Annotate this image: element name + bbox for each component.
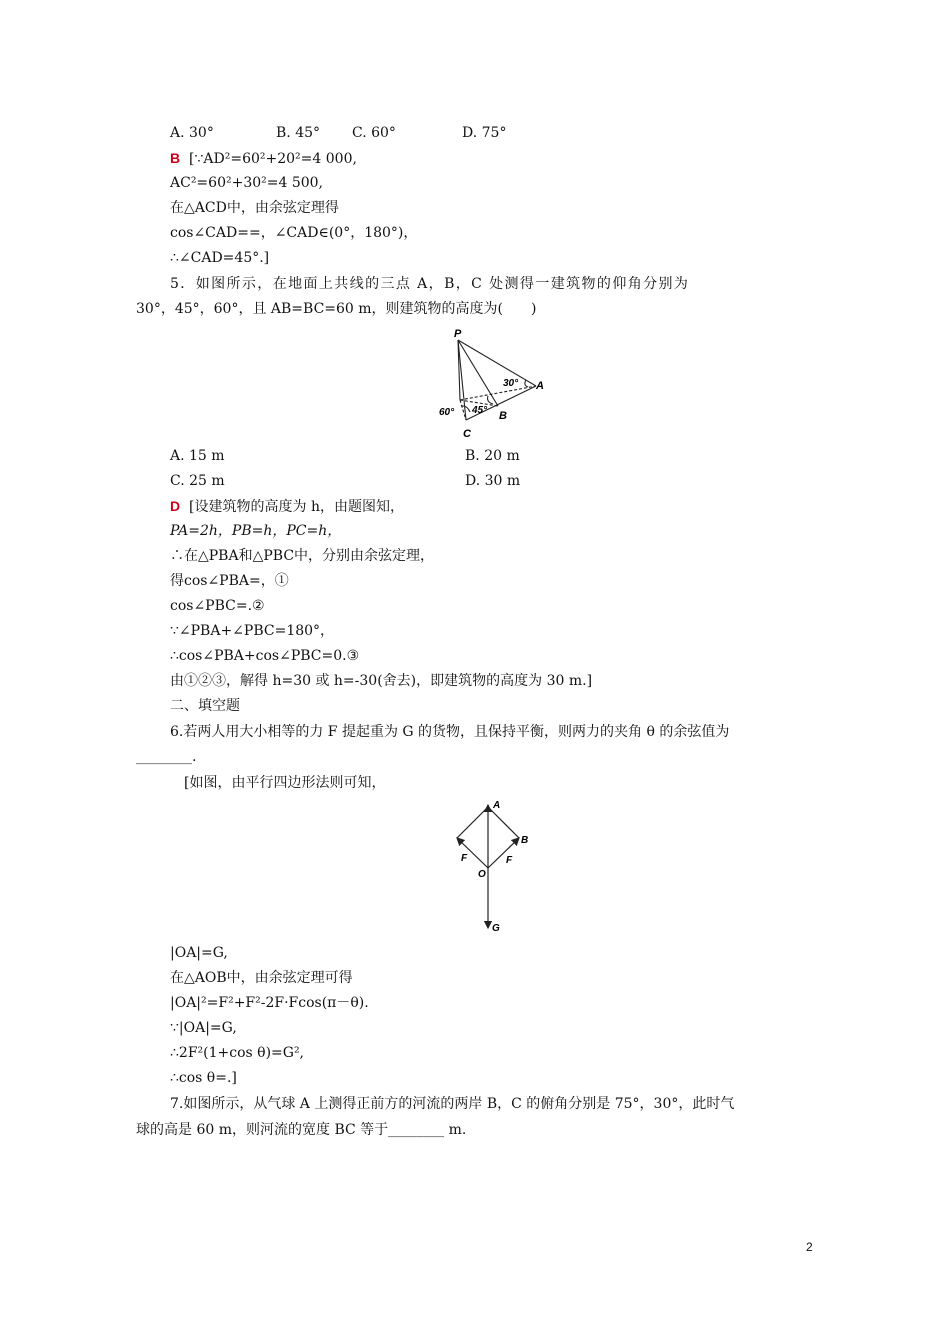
q5-answer: D <box>170 498 181 514</box>
q5-pyramid-figure <box>430 326 560 442</box>
q6-solution-line6: ∴2F²(1+cos θ)=G², <box>170 1045 305 1061</box>
q5-solution-line6: ∵∠PBA+∠PBC=180°， <box>170 623 335 639</box>
q4-option-d: D. 75° <box>462 125 507 141</box>
section-heading-fill-in: 二、填空题 <box>170 698 240 714</box>
q6-solution-line5: ∵|OA|=G, <box>170 1020 237 1036</box>
q5-solution-line8: 由①②③，解得 h=30 或 h=-30(舍去)，即建筑物的高度为 30 m.] <box>170 673 593 689</box>
q6-solution-line1: [如图，由平行四边形法则可知， <box>184 775 386 791</box>
q5-angle-30: 30° <box>503 378 519 389</box>
q6-label-b: B <box>521 835 529 846</box>
q5-solution-line3: ∴在△PBA和△PBC中，分别由余弦定理， <box>170 548 435 564</box>
q6-label-a: A <box>493 800 501 811</box>
q5-solution-line7: ∴cos∠PBA+cos∠PBC=0.③ <box>170 648 360 664</box>
q5-option-d: D. 30 m <box>465 473 521 489</box>
q5-option-b: B. 20 m <box>465 448 520 464</box>
q6-solution-line7: ∴cos θ=.] <box>170 1070 237 1086</box>
q6-stem-line1: 6.若两人用大小相等的力 F 提起重为 G 的货物，且保持平衡，则两力的夹角 θ 的余弦值为 <box>170 724 730 740</box>
q6-label-f-left: F <box>461 853 468 864</box>
q4-solution-line1: B [∵AD²=60²+20²=4 000, <box>170 150 357 167</box>
q5-option-a: A. 15 m <box>170 448 225 464</box>
q4-solution-line5: ∴∠CAD=45°.] <box>170 250 270 266</box>
q6-label-o: O <box>478 869 486 880</box>
q5-option-c: C. 25 m <box>170 473 225 489</box>
q5-stem-line1: 5．如图所示，在地面上共线的三点 A，B，C 处测得一建筑物的仰角分别为 <box>170 276 690 292</box>
q4-answer: B <box>170 150 181 166</box>
q5-solution-line1: D [设建筑物的高度为 h，由题图知， <box>170 498 404 515</box>
q5-label-b: B <box>499 410 507 422</box>
q7-stem-line2: 球的高是 60 m，则河流的宽度 BC 等于________ m. <box>136 1122 467 1138</box>
q4-solution-line2: AC²=60²+30²=4 500, <box>170 175 324 191</box>
q6-solution-line4: |OA|²=F²+F²-2F·Fcos(π－θ). <box>170 995 369 1011</box>
q5-angle-45: 45° <box>472 405 488 416</box>
q5-solution-line2: PA=2h，PB=h，PC=h， <box>170 523 342 539</box>
q6-label-f-right: F <box>506 855 513 866</box>
q5-solution-line5: cos∠PBC=.② <box>170 598 265 614</box>
q5-stem-line2: 30°，45°，60°，且 AB=BC=60 m，则建筑物的高度为( ) <box>136 301 537 317</box>
q5-angle-60: 60° <box>439 407 455 418</box>
q4-option-b: B. 45° <box>276 125 321 141</box>
q6-stem-line2: ________. <box>136 749 197 765</box>
q5-label-p: P <box>454 328 462 340</box>
q4-solution-line3: 在△ACD中，由余弦定理得 <box>170 200 339 216</box>
q7-stem-line1: 7.如图所示，从气球 A 上测得正前方的河流的两岸 B，C 的俯角分别是 75°，30°，此时气 <box>170 1096 735 1112</box>
q4-solution-line4: cos∠CAD==，∠CAD∈(0°，180°)， <box>170 225 418 241</box>
q6-solution-line3: 在△AOB中，由余弦定理可得 <box>170 970 353 986</box>
q4-option-c: C. 60° <box>352 125 396 141</box>
q5-label-c: C <box>463 428 471 440</box>
q6-solution-line2: |OA|=G, <box>170 945 228 961</box>
q4-option-a: A. 30° <box>170 125 214 141</box>
page-number: 2 <box>806 1240 813 1254</box>
q5-label-a: A <box>536 380 544 392</box>
q6-label-g: G <box>492 923 500 934</box>
q5-solution-line4: 得cos∠PBA=，① <box>170 573 289 589</box>
q6-force-diagram <box>440 795 540 935</box>
